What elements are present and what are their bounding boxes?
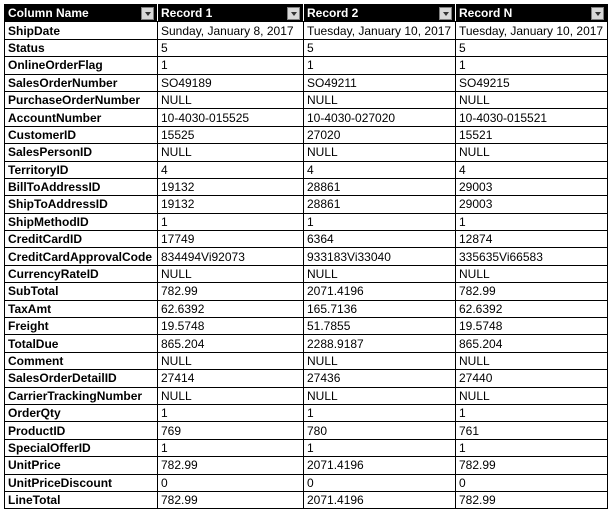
record-2-cell[interactable]: 28861 (304, 178, 456, 195)
record-2-cell[interactable]: Tuesday, January 10, 2017 (304, 22, 456, 39)
record-3-cell[interactable]: SO49215 (456, 74, 608, 91)
record-1-cell[interactable]: NULL (158, 387, 304, 404)
record-1-cell[interactable]: NULL (158, 352, 304, 369)
record-3-cell[interactable]: 15521 (456, 126, 608, 143)
column-name-cell[interactable]: Comment (5, 352, 158, 369)
record-2-cell[interactable]: 2071.4196 (304, 283, 456, 300)
record-1-cell[interactable]: 1 (158, 404, 304, 421)
record-2-cell[interactable]: 933183Vi33040 (304, 248, 456, 265)
table-row (5, 300, 608, 317)
record-2-cell[interactable]: 780 (304, 422, 456, 439)
record-2-cell[interactable]: 2071.4196 (304, 491, 456, 508)
record-1-cell[interactable]: 10-4030-015525 (158, 109, 304, 126)
column-name-cell[interactable]: ProductID (5, 422, 158, 439)
table-row (5, 474, 608, 491)
column-name-cell[interactable]: LineTotal (5, 491, 158, 508)
table-row (5, 39, 608, 56)
column-name-cell[interactable]: Status (5, 39, 158, 56)
record-1-cell[interactable]: 15525 (158, 126, 304, 143)
record-1-cell[interactable]: 865.204 (158, 335, 304, 352)
record-2-cell[interactable]: 5 (304, 39, 456, 56)
header-label: Record 1 (161, 6, 213, 21)
table-row (5, 57, 608, 74)
record-3-cell[interactable]: NULL (456, 387, 608, 404)
table-row (5, 248, 608, 265)
record-2-cell[interactable]: NULL (304, 387, 456, 404)
record-1-cell[interactable]: 1 (158, 57, 304, 74)
record-3-cell[interactable]: 12874 (456, 231, 608, 248)
record-1-cell[interactable]: NULL (158, 91, 304, 108)
column-name-cell[interactable]: TaxAmt (5, 300, 158, 317)
record-3-cell[interactable]: 27440 (456, 370, 608, 387)
header-label: Record 2 (307, 6, 359, 21)
record-3-cell[interactable]: 1 (456, 404, 608, 421)
record-2-cell[interactable]: 1 (304, 213, 456, 230)
record-1-cell[interactable]: 27414 (158, 370, 304, 387)
record-1-cell[interactable]: 1 (158, 213, 304, 230)
header-record-n (456, 5, 608, 22)
column-name-cell[interactable]: AccountNumber (5, 109, 158, 126)
record-1-cell[interactable]: 834494Vi92073 (158, 248, 304, 265)
column-name-cell[interactable]: Freight (5, 318, 158, 335)
record-2-cell[interactable]: NULL (304, 265, 456, 282)
record-3-cell[interactable]: 10-4030-015521 (456, 109, 608, 126)
column-name-cell[interactable]: SalesOrderNumber (5, 74, 158, 91)
column-name-cell[interactable]: BillToAddressID (5, 178, 158, 195)
column-name-cell[interactable]: TotalDue (5, 335, 158, 352)
table-row (5, 74, 608, 91)
record-3-cell[interactable]: 782.99 (456, 457, 608, 474)
record-3-cell[interactable]: 335635Vi66583 (456, 248, 608, 265)
column-name-cell[interactable]: OrderQty (5, 404, 158, 421)
record-1-cell[interactable]: 782.99 (158, 457, 304, 474)
table-row (5, 231, 608, 248)
filter-dropdown-icon[interactable] (439, 7, 452, 20)
record-3-cell[interactable]: 1 (456, 213, 608, 230)
record-3-cell[interactable]: 4 (456, 161, 608, 178)
table-row (5, 91, 608, 108)
table-row (5, 213, 608, 230)
table-row (5, 109, 608, 126)
table-row (5, 318, 608, 335)
column-name-cell[interactable]: SalesPersonID (5, 144, 158, 161)
table-row (5, 335, 608, 352)
record-2-cell[interactable]: NULL (304, 91, 456, 108)
record-1-cell[interactable]: 0 (158, 474, 304, 491)
record-2-cell[interactable]: 1 (304, 439, 456, 456)
table-body (5, 22, 608, 509)
filter-dropdown-icon[interactable] (141, 7, 154, 20)
record-2-cell[interactable]: 165.7136 (304, 300, 456, 317)
table-row (5, 457, 608, 474)
column-name-cell[interactable]: CurrencyRateID (5, 265, 158, 282)
record-1-cell[interactable]: 782.99 (158, 283, 304, 300)
column-name-cell[interactable]: CustomerID (5, 126, 158, 143)
record-1-cell[interactable]: NULL (158, 144, 304, 161)
header-label: Column Name (8, 6, 89, 21)
record-3-cell[interactable]: NULL (456, 265, 608, 282)
table-row (5, 178, 608, 195)
record-1-cell[interactable]: 782.99 (158, 491, 304, 508)
table-row (5, 265, 608, 282)
table-row (5, 161, 608, 178)
column-name-cell[interactable]: SalesOrderDetailID (5, 370, 158, 387)
record-2-cell[interactable]: 10-4030-027020 (304, 109, 456, 126)
record-3-cell[interactable]: Tuesday, January 10, 2017 (456, 22, 608, 39)
record-2-cell[interactable]: NULL (304, 144, 456, 161)
record-2-cell[interactable]: 2288.9187 (304, 335, 456, 352)
record-3-cell[interactable]: 782.99 (456, 491, 608, 508)
record-1-cell[interactable]: 4 (158, 161, 304, 178)
record-3-cell[interactable]: 865.204 (456, 335, 608, 352)
header-label: Record N (459, 6, 513, 21)
record-3-cell[interactable]: 5 (456, 39, 608, 56)
record-2-cell[interactable]: 51.7855 (304, 318, 456, 335)
data-table (4, 4, 608, 509)
column-name-cell[interactable]: SubTotal (5, 283, 158, 300)
record-1-cell[interactable]: 19.5748 (158, 318, 304, 335)
record-3-cell[interactable]: NULL (456, 144, 608, 161)
table-row (5, 196, 608, 213)
record-2-cell[interactable]: 28861 (304, 196, 456, 213)
column-name-cell[interactable]: ShipToAddressID (5, 196, 158, 213)
table-row (5, 439, 608, 456)
record-2-cell[interactable]: 6364 (304, 231, 456, 248)
record-3-cell[interactable]: 29003 (456, 196, 608, 213)
table-row (5, 422, 608, 439)
record-3-cell[interactable]: 0 (456, 474, 608, 491)
column-name-cell[interactable]: UnitPriceDiscount (5, 474, 158, 491)
column-name-cell[interactable]: UnitPrice (5, 457, 158, 474)
column-name-cell[interactable]: SpecialOfferID (5, 439, 158, 456)
record-1-cell[interactable]: 769 (158, 422, 304, 439)
record-3-cell[interactable]: 1 (456, 57, 608, 74)
record-3-cell[interactable]: NULL (456, 352, 608, 369)
column-name-cell[interactable]: CreditCardApprovalCode (5, 248, 158, 265)
table-row (5, 491, 608, 508)
table-container (4, 4, 608, 509)
record-2-cell[interactable]: 27436 (304, 370, 456, 387)
table-row (5, 404, 608, 421)
header-row (5, 5, 608, 22)
table-row (5, 283, 608, 300)
record-2-cell[interactable]: 1 (304, 404, 456, 421)
column-name-cell[interactable]: CreditCardID (5, 231, 158, 248)
record-2-cell[interactable]: SO49211 (304, 74, 456, 91)
record-3-cell[interactable]: 1 (456, 439, 608, 456)
header-column-name (5, 5, 158, 22)
column-name-cell[interactable]: TerritoryID (5, 161, 158, 178)
record-2-cell[interactable]: 1 (304, 57, 456, 74)
table-row (5, 144, 608, 161)
table-row (5, 370, 608, 387)
record-2-cell[interactable]: 27020 (304, 126, 456, 143)
filter-dropdown-icon[interactable] (287, 7, 300, 20)
table-row (5, 22, 608, 39)
header-record-2 (304, 5, 456, 22)
record-2-cell[interactable]: 4 (304, 161, 456, 178)
record-3-cell[interactable]: 62.6392 (456, 300, 608, 317)
header-record-1 (158, 5, 304, 22)
column-name-cell[interactable]: OnlineOrderFlag (5, 57, 158, 74)
table-row (5, 126, 608, 143)
record-1-cell[interactable]: Sunday, January 8, 2017 (158, 22, 304, 39)
record-1-cell[interactable]: 5 (158, 39, 304, 56)
record-1-cell[interactable]: 17749 (158, 231, 304, 248)
record-1-cell[interactable]: 19132 (158, 178, 304, 195)
record-2-cell[interactable]: 0 (304, 474, 456, 491)
record-2-cell[interactable]: NULL (304, 352, 456, 369)
record-3-cell[interactable]: 761 (456, 422, 608, 439)
record-1-cell[interactable]: 19132 (158, 196, 304, 213)
column-name-cell[interactable]: PurchaseOrderNumber (5, 91, 158, 108)
record-1-cell[interactable]: 1 (158, 439, 304, 456)
column-name-cell[interactable]: ShipDate (5, 22, 158, 39)
column-name-cell[interactable]: CarrierTrackingNumber (5, 387, 158, 404)
record-1-cell[interactable]: SO49189 (158, 74, 304, 91)
record-1-cell[interactable]: NULL (158, 265, 304, 282)
record-3-cell[interactable]: NULL (456, 91, 608, 108)
filter-dropdown-icon[interactable] (591, 7, 604, 20)
record-3-cell[interactable]: 19.5748 (456, 318, 608, 335)
record-3-cell[interactable]: 782.99 (456, 283, 608, 300)
record-3-cell[interactable]: 29003 (456, 178, 608, 195)
table-row (5, 352, 608, 369)
table-row (5, 387, 608, 404)
record-2-cell[interactable]: 2071.4196 (304, 457, 456, 474)
column-name-cell[interactable]: ShipMethodID (5, 213, 158, 230)
record-1-cell[interactable]: 62.6392 (158, 300, 304, 317)
